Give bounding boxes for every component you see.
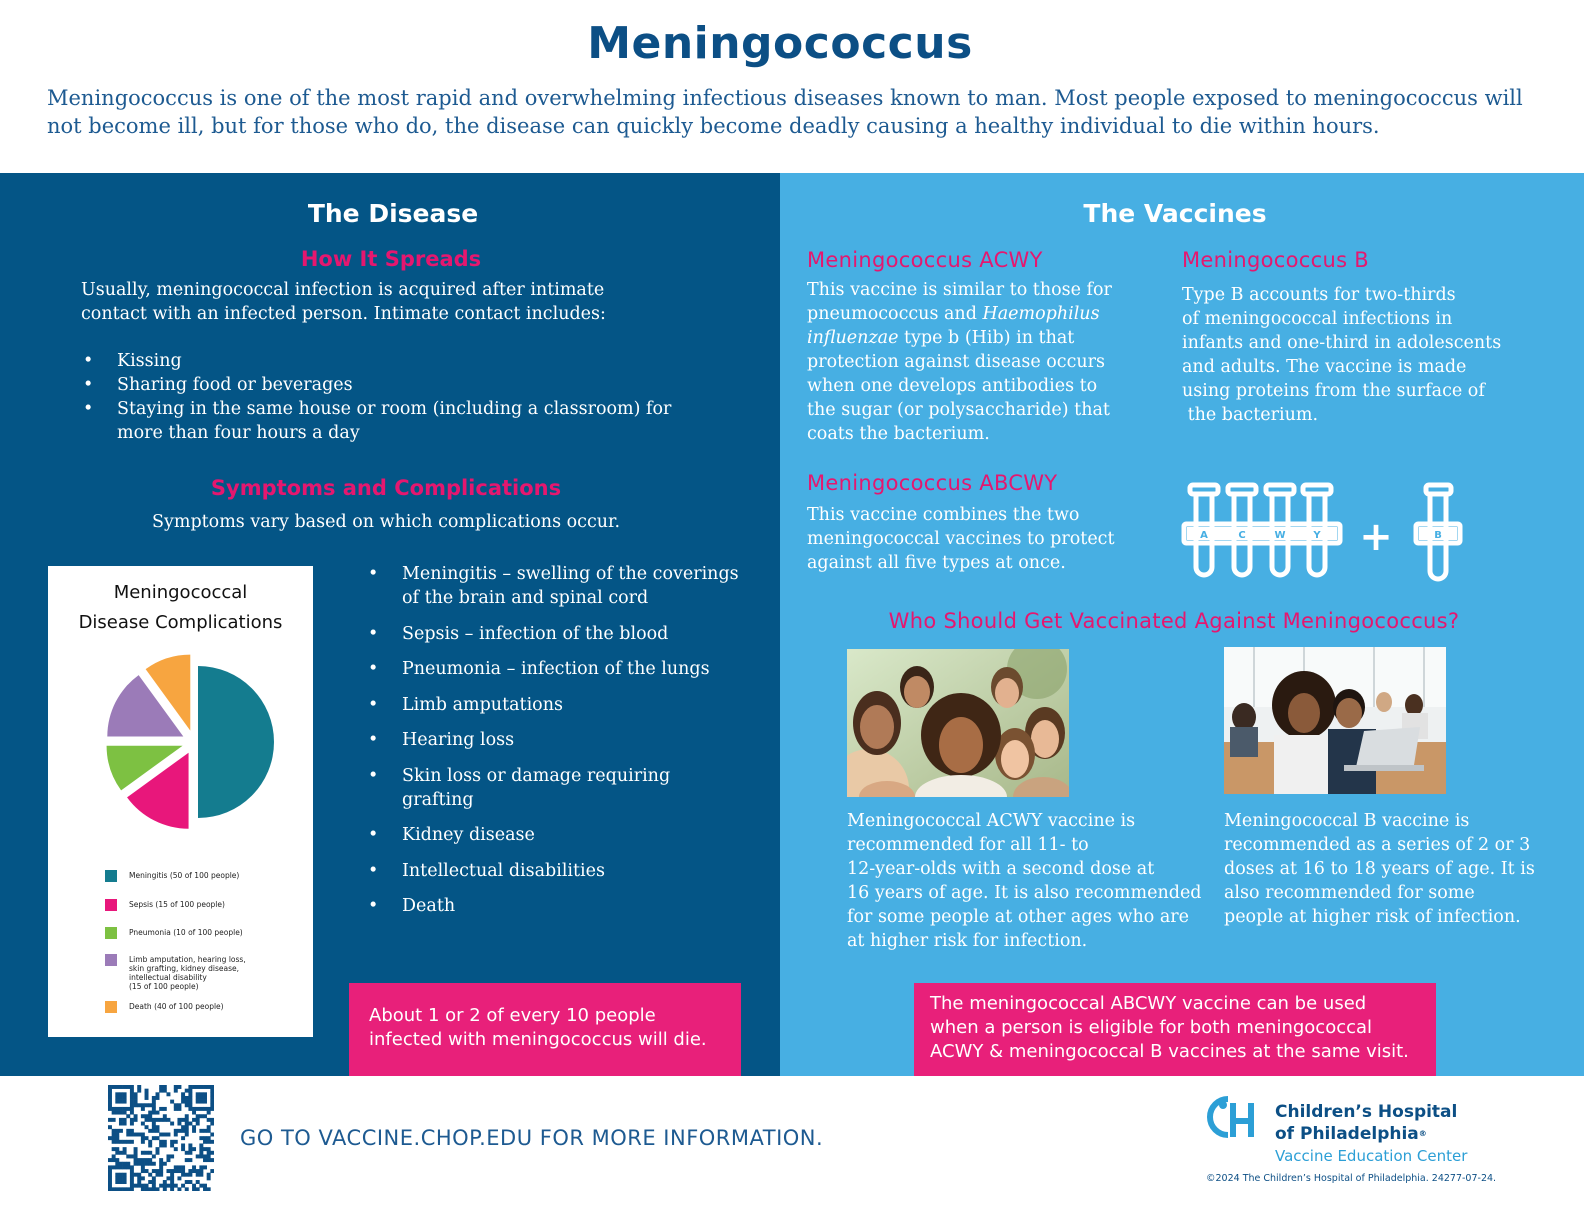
text-line: recommended as a series of 2 or 3 xyxy=(1224,835,1531,855)
abcwy-text xyxy=(807,503,1167,575)
list-item: • Hearing loss xyxy=(366,728,746,752)
text-line: infants and one-third in adolescents xyxy=(1182,333,1502,353)
vaccines-heading: The Vaccines xyxy=(1083,199,1267,228)
text-line: also recommended for some xyxy=(1224,883,1475,903)
text-line: doses at 16 to 18 years of age. It is xyxy=(1224,859,1535,879)
tube-label-c: C xyxy=(1238,530,1246,541)
text-line: the bacterium. xyxy=(1182,405,1319,425)
list-item: • Pneumonia – infection of the lungs xyxy=(366,657,746,681)
legend-swatch xyxy=(105,1001,117,1013)
symptoms-text: Symptoms vary based on which complications occur. xyxy=(151,512,621,532)
chart-title: Meningococcal Disease Complications xyxy=(78,582,283,633)
acwy-text xyxy=(807,278,1167,446)
list-item: • Skin loss or damage requiring grafting xyxy=(366,764,746,812)
text-line: Meningococcal ACWY vaccine is xyxy=(847,811,1136,831)
list-item: • Intellectual disabilities xyxy=(366,859,746,883)
chop-logo-icon xyxy=(1206,1093,1268,1143)
b-recommendation-text xyxy=(1224,809,1554,929)
tube-label-a: A xyxy=(1200,530,1208,541)
plus-sign: + xyxy=(1359,514,1393,560)
disease-heading: The Disease xyxy=(307,199,479,228)
legend-label: Meningitis (50 of 100 people) xyxy=(129,871,240,880)
legend-label: Sepsis (15 of 100 people) xyxy=(129,900,225,909)
b-text xyxy=(1182,283,1542,427)
legend-label: Pneumonia (10 of 100 people) xyxy=(129,928,243,937)
legend-swatch xyxy=(105,954,117,966)
legend-swatch xyxy=(105,870,117,882)
list-item: • Meningitis – swelling of the coverings of the brain and spinal cord xyxy=(366,562,746,610)
text-line: This vaccine is similar to those for xyxy=(807,280,1112,300)
complications-list xyxy=(366,562,746,930)
spreads-text: Usually, meningococcal infection is acquired after intimate contact with an infected person. Intimate contact includes: xyxy=(81,280,606,324)
text-line: The meningococcal ABCWY vaccine can be used xyxy=(930,993,1367,1014)
abcwy-heading: Meningococcus ABCWY xyxy=(807,471,1058,495)
text-line: protection against disease occurs xyxy=(807,352,1106,372)
text-line: Type B accounts for two-thirds xyxy=(1182,285,1456,305)
text-line: coats the bacterium. xyxy=(807,424,990,444)
pie-chart xyxy=(48,566,313,866)
how-it-spreads-heading: How It Spreads xyxy=(300,247,482,271)
text-line: using proteins from the surface of xyxy=(1182,381,1485,401)
tube-label-b: B xyxy=(1434,530,1442,541)
spread-list xyxy=(81,349,681,445)
teens-group-photo xyxy=(847,649,1069,797)
pie-slice-1 xyxy=(198,666,274,818)
text-line: influenzae type b (Hib) in that xyxy=(807,328,1075,348)
org-name: Children’s Hospital of Philadelphia® xyxy=(1275,1102,1458,1144)
text-line: for some people at other ages who are xyxy=(847,907,1189,927)
legend-swatch xyxy=(105,927,117,939)
b-heading: Meningococcus B xyxy=(1182,248,1369,272)
intro-paragraph: Meningococcus is one of the most rapid and overwhelming infectious diseases known to man. Most people exposed to meningococcus will not become ill, but for those who do, the disease can quickly become deadly causing a healthy individual to die within hours. xyxy=(47,86,1523,138)
text-line: 12-year-olds with a second dose at xyxy=(847,859,1155,879)
text-line: meningococcal vaccines to protect xyxy=(807,529,1115,549)
legend-label: Death (40 of 100 people) xyxy=(129,1002,224,1011)
symptoms-heading: Symptoms and Complications xyxy=(210,476,562,500)
students-laptop-photo xyxy=(1224,647,1446,794)
acwy-heading: Meningococcus ACWY xyxy=(807,248,1043,272)
text-line: pneumococcus and Haemophilus xyxy=(807,304,1100,324)
list-item: • Limb amputations xyxy=(366,693,746,717)
death-callout: About 1 or 2 of every 10 people infected with meningococcus will die. xyxy=(349,983,741,1076)
text-line: the sugar (or polysaccharide) that xyxy=(807,400,1110,420)
text-line: when one develops antibodies to xyxy=(807,376,1098,396)
org-department: Vaccine Education Center xyxy=(1275,1147,1468,1165)
list-item: • Death xyxy=(366,894,746,918)
text-line: of meningococcal infections in xyxy=(1182,309,1453,329)
page-title: Meningococcus xyxy=(587,18,973,69)
text-line: and adults. The vaccine is made xyxy=(1182,357,1467,377)
complications-chart xyxy=(48,566,313,1037)
text-line: ACWY & meningococcal B vaccines at the same visit. xyxy=(930,1041,1409,1062)
acwy-recommendation-text xyxy=(847,809,1207,953)
copyright: ©2024 The Children’s Hospital of Philadelphia. 24277-07-24. xyxy=(1206,1173,1497,1184)
text-line: 16 years of age. It is also recommended xyxy=(847,883,1202,903)
list-item: • Sepsis – infection of the blood xyxy=(366,622,746,646)
text-line: Meningococcal B vaccine is xyxy=(1224,811,1470,831)
list-item: • Kissing xyxy=(81,349,681,373)
text-line: recommended for all 11- to xyxy=(847,835,1089,855)
list-item: • Kidney disease xyxy=(366,823,746,847)
text-line: This vaccine combines the two xyxy=(807,505,1080,525)
text-line: against all five types at once. xyxy=(807,553,1066,573)
tube-label-y: Y xyxy=(1313,530,1321,541)
footer-cta: GO TO VACCINE.CHOP.EDU FOR MORE INFORMATION. xyxy=(240,1126,824,1150)
who-heading: Who Should Get Vaccinated Against Meningococcus? xyxy=(888,609,1460,633)
list-item: • Sharing food or beverages xyxy=(81,373,681,397)
tube-label-w: W xyxy=(1274,530,1286,541)
abcwy-callout xyxy=(914,983,1436,1076)
list-item: • Staying in the same house or room (including a classroom) for more than four hours a day xyxy=(81,397,681,445)
text-line: when a person is eligible for both meningococcal xyxy=(930,1017,1373,1038)
text-line: people at higher risk of infection. xyxy=(1224,907,1521,927)
qr-code-icon[interactable] xyxy=(108,1085,214,1191)
text-line: at higher risk for infection. xyxy=(847,931,1088,951)
vaccine-tubes-icon xyxy=(1176,480,1476,586)
legend-label: Limb amputation, hearing loss, skin grafting, kidney disease, intellectual disability (15 of 100 people) xyxy=(129,955,246,991)
legend-swatch xyxy=(105,899,117,911)
